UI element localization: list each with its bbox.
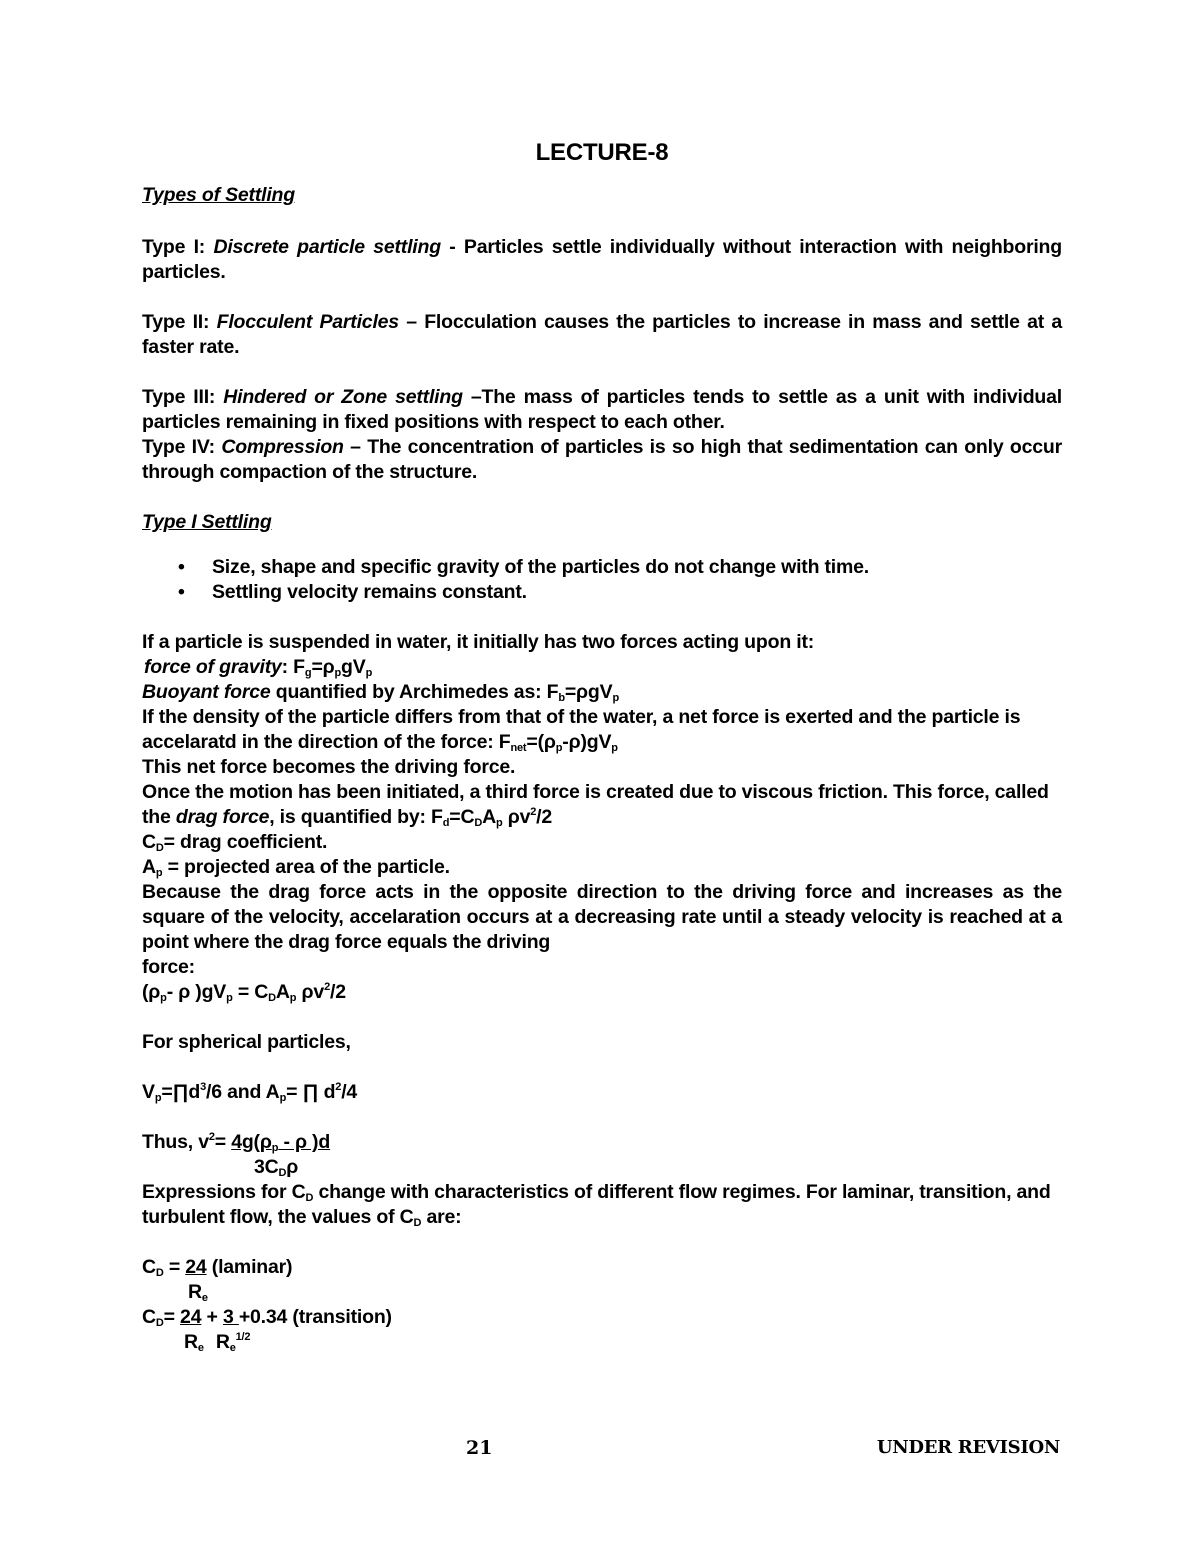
eq-part: -ρ)gV (562, 731, 612, 753)
superscript: 2 (335, 1081, 342, 1093)
eq-part: (ρ (142, 981, 161, 1003)
eq-part: A (275, 981, 290, 1003)
type3-prefix: Type III: (142, 386, 224, 408)
intro-line: If a particle is suspended in water, it initially has two forces acting upon it: (142, 631, 815, 653)
gravity-line (142, 655, 1062, 680)
spacer (142, 1055, 1062, 1080)
subscript: g (304, 667, 312, 679)
fraction-numerator: 3 (222, 1306, 239, 1328)
net-text: If the density of the particle differs from that of the water, a net force is exerted and the particle is accelaratd in the direction of the force: F (142, 706, 1021, 753)
type4-text: – The concentration of particles is so high that sedimentation can only occur through compaction of the structure. (142, 436, 1062, 483)
eq-part: R (184, 1331, 198, 1353)
laminar-equation (142, 1255, 1062, 1280)
subscript: D (155, 1267, 164, 1279)
drag-term: drag force (175, 806, 270, 828)
thus-equation (142, 1130, 1062, 1155)
eq-part: =(ρ (526, 731, 556, 753)
superscript: 2 (208, 1131, 215, 1143)
subscript: e (201, 1292, 208, 1304)
fraction-numerator: 24 (180, 1306, 202, 1328)
subscript: b (558, 692, 565, 704)
eq-part: gV (341, 656, 366, 678)
eq-part: C (142, 1256, 156, 1278)
eq-part: +0.34 (transition) (238, 1306, 392, 1328)
type4-paragraph (142, 435, 1062, 485)
eq-part: 4g(ρ (231, 1131, 272, 1153)
subscript: p (155, 867, 163, 879)
eq-part: = C (232, 981, 269, 1003)
eq-part: =ρ (311, 656, 335, 678)
eq-part: = drag coefficient. (163, 831, 328, 853)
eq-part: /2 (536, 806, 553, 828)
balance-equation (142, 980, 1062, 1005)
type3-paragraph (142, 385, 1062, 435)
type1-prefix: Type I: (142, 236, 214, 258)
net-force-line (142, 705, 1062, 755)
superscript: 3 (200, 1081, 207, 1093)
type2-text: – Flocculation causes the particles to increase in mass and settle at a faster rate. (142, 311, 1062, 358)
buoyant-term: Buoyant force (142, 681, 271, 703)
section-heading-type1: Type I Settling (142, 511, 272, 533)
eq-part: /4 (341, 1081, 358, 1103)
eq-part: : F (281, 656, 305, 678)
eq-part: A (482, 806, 496, 828)
eq-part: V (142, 1081, 155, 1103)
force-label: force: (142, 956, 195, 978)
eq-part: ρv (502, 806, 531, 828)
driving-line: This net force becomes the driving force. (142, 756, 516, 778)
eq-part: = (163, 1256, 186, 1278)
eq-part: R (188, 1281, 202, 1303)
drag-line (142, 780, 1062, 830)
eq-part: ρ (286, 1156, 299, 1178)
eq-part: are: (421, 1206, 462, 1228)
subscript: p (160, 992, 167, 1004)
expressions-paragraph (142, 1180, 1062, 1230)
bullet-icon: • (178, 556, 185, 578)
subscript: p (279, 1092, 287, 1104)
bullet-text: Settling velocity remains constant. (212, 581, 527, 603)
subscript: e (197, 1342, 204, 1354)
gravity-term: force of gravity (144, 656, 282, 678)
subscript: p (334, 667, 342, 679)
list-item (178, 580, 1062, 605)
subscript: D (305, 1192, 314, 1204)
revision-status: UNDER REVISION (876, 1437, 1060, 1458)
fraction-numerator (231, 1131, 330, 1153)
eq-part: = ∏ d (286, 1081, 336, 1103)
eq-part: change with characteristics of different flow regimes. For laminar, transition, and turbulent flow, the values of C (142, 1181, 1051, 1228)
eq-part: = projected area of the particle. (162, 856, 450, 878)
eq-part: /2 (329, 981, 346, 1003)
subscript: p (555, 742, 563, 754)
subscript: p (289, 992, 297, 1004)
type4-term: Compression (221, 436, 344, 458)
subscript: D (413, 1217, 422, 1229)
subscript: D (474, 817, 483, 829)
eq-part: (laminar) (206, 1256, 293, 1278)
eq-part: 3C (254, 1156, 279, 1178)
eq-part: C (142, 1306, 156, 1328)
subscript: d (442, 817, 450, 829)
subscript: p (495, 817, 503, 829)
transition-denominator (142, 1330, 1062, 1355)
eq-part: R (215, 1331, 230, 1353)
spherical-line: For spherical particles, (142, 1031, 351, 1053)
type2-paragraph (142, 310, 1062, 360)
eq-part: quantified by Archimedes as: F (270, 681, 559, 703)
type3-term: Hindered or Zone settling (223, 386, 463, 408)
spacer (142, 1005, 1062, 1030)
superscript: 2 (530, 806, 537, 818)
page-title (142, 140, 1062, 165)
because-paragraph: Because the drag force acts in the opposite direction to the driving force and increases as the square of the velocity, accelaration occurs at a decreasing rate until a steady velocity is reached at a point where the drag force equals the driving (142, 881, 1062, 953)
subscript: p (271, 1142, 279, 1154)
list-item (178, 555, 1062, 580)
type3-text: –The mass of particles tends to settle as a unit with individual particles remaining in fixed positions with respect to each other. (142, 386, 1062, 433)
subscript: p (154, 1092, 162, 1104)
subscript: D (268, 992, 276, 1004)
subscript: D (155, 1317, 164, 1329)
subscript: p (365, 667, 373, 679)
fraction-denominator (142, 1155, 1062, 1180)
fraction-numerator: 24 (185, 1256, 207, 1278)
forces-block (142, 630, 1062, 1355)
page-content (142, 140, 1062, 1355)
eq-part: /6 and A (206, 1081, 280, 1103)
type1-paragraph (142, 235, 1062, 285)
eq-part: = (214, 1131, 232, 1153)
cd-definition (142, 830, 1062, 855)
eq-part: + (201, 1306, 223, 1328)
drag-text: Once the motion has been initiated, a third force is created due to viscous friction. This force, called the (142, 781, 1049, 828)
subscript: p (611, 742, 618, 754)
type4-prefix: Type IV: (142, 436, 222, 458)
type2-term: Flocculent Particles (216, 311, 399, 333)
eq-part: - ρ )d (278, 1131, 331, 1153)
section-heading-types: Types of Settling (142, 184, 295, 206)
type2-prefix: Type II: (142, 311, 217, 333)
eq-part: =∏d (161, 1081, 201, 1103)
laminar-denominator (142, 1280, 1062, 1305)
superscript: 2 (324, 981, 330, 993)
vp-ap-equation (142, 1080, 1062, 1105)
superscript: 1/2 (235, 1331, 251, 1343)
subscript: D (278, 1167, 287, 1179)
eq-part: Thus, v (142, 1131, 209, 1153)
transition-equation (142, 1305, 1062, 1330)
type1-text: - Particles settle individually without interaction with neighboring particles. (142, 236, 1062, 283)
subscript: p (226, 992, 233, 1004)
subscript: e (229, 1342, 236, 1354)
page-number: 21 (466, 1437, 493, 1459)
bullet-list (142, 555, 1062, 605)
bullet-text: Size, shape and specific gravity of the particles do not change with time. (212, 556, 870, 578)
ap-definition (142, 855, 1062, 880)
eq-part: =C (449, 806, 475, 828)
eq-part: ρv (296, 981, 325, 1003)
subscript: net (510, 742, 527, 754)
eq-part: C (142, 831, 156, 853)
subscript: p (612, 692, 619, 704)
eq-part: A (142, 856, 156, 878)
eq-part: = (163, 1306, 181, 1328)
eq-part: - ρ )gV (166, 981, 227, 1003)
type1-term: Discrete particle settling (213, 236, 441, 258)
spacer (142, 1230, 1062, 1255)
bullet-icon: • (178, 581, 185, 603)
subscript: D (155, 842, 164, 854)
eq-part: =ρgV (564, 681, 613, 703)
eq-part: , is quantified by: F (269, 806, 443, 828)
buoyant-line (142, 680, 1062, 705)
eq-part: Expressions for C (142, 1181, 306, 1203)
lecture-title: LECTURE-8 (535, 139, 669, 166)
spacer (142, 1105, 1062, 1130)
